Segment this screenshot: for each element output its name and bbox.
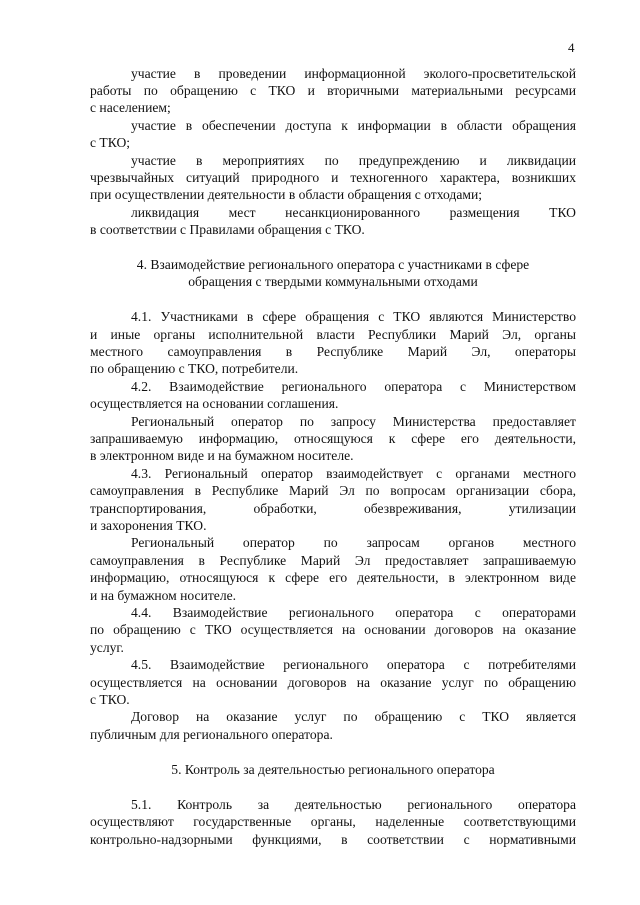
text-line: Региональный оператор по запросам органов местного — [131, 535, 576, 550]
text-line: осуществляется на основании соглашения. — [90, 396, 339, 411]
text-line: с ТКО; — [90, 135, 131, 150]
text-line: при осуществлении деятельности в области обращения с отходами; — [90, 187, 483, 202]
text-line: 4.1. Участниками в сфере обращения с ТКО являются Министерство — [131, 309, 576, 324]
text-line: Договор на оказание услуг по обращению с ТКО является — [131, 709, 576, 724]
text-line: Региональный оператор по запросу Министерства предоставляет — [131, 414, 576, 429]
text-line: работы по обращению с ТКО и вторичными материальными ресурсами — [90, 83, 576, 98]
section-heading: 4. Взаимодействие регионального оператора с участниками в сфере — [136, 257, 530, 272]
text-line: услуг. — [90, 640, 124, 655]
text-line: участие в обеспечении доступа к информации в области обращения — [131, 118, 576, 133]
text-line: участие в мероприятиях по предупреждению и ликвидации — [131, 153, 576, 168]
text-line: 4.2. Взаимодействие регионального оператора с Министерством — [131, 379, 576, 394]
text-line: информацию, относящуюся к сфере его деятельности, в электронном виде — [90, 570, 576, 585]
text-line: с населением; — [90, 100, 171, 115]
text-line: транспортирования, обработки, обезвреживания, утилизации — [90, 501, 576, 516]
text-line: и иные органы исполнительной власти Республики Марий Эл, органы — [90, 327, 576, 342]
text-line: самоуправления в Республике Марий Эл предоставляет запрашиваемую — [90, 553, 576, 568]
text-line: осуществляется на основании договоров на оказание услуг по обращению — [90, 675, 576, 690]
text-line: публичным для регионального оператора. — [90, 727, 333, 742]
text-line: в соответствии с Правилами обращения с ТКО. — [90, 222, 365, 237]
text-line: контрольно-надзорными функциями, в соответствии с нормативными — [90, 832, 576, 847]
text-line: 4.5. Взаимодействие регионального оператора с потребителями — [131, 657, 576, 672]
text-line: и захоронения ТКО. — [90, 518, 207, 533]
text-line: осуществляют государственные органы, наделенные соответствующими — [90, 814, 576, 829]
section-heading: обращения с твердыми коммунальными отходами — [188, 274, 478, 289]
text-line: 5.1. Контроль за деятельностью регионального оператора — [131, 797, 576, 812]
text-line: ликвидация мест несанкционированного размещения ТКО — [131, 205, 576, 220]
text-line: по обращению с ТКО осуществляется на основании договоров на оказание — [90, 622, 576, 637]
text-line: участие в проведении информационной эколого-просветительской — [131, 66, 576, 81]
text-line: самоуправления в Республике Марий Эл по вопросам организации сбора, — [90, 483, 576, 498]
text-line: в электронном виде и на бумажном носителе. — [90, 448, 354, 463]
text-line: по обращению с ТКО, потребители. — [90, 361, 299, 376]
text-line: запрашиваемую информацию, относящуюся к сфере его деятельности, — [90, 431, 576, 446]
section-heading: 5. Контроль за деятельностью регионального оператора — [171, 762, 495, 777]
text-line: 4.3. Региональный оператор взаимодействует с органами местного — [131, 466, 576, 481]
page-number: 4 — [568, 40, 575, 55]
text-line: чрезвычайных ситуаций природного и техногенного характера, возникших — [90, 170, 576, 185]
text-line: 4.4. Взаимодействие регионального оператора с операторами — [131, 605, 576, 620]
text-line: местного самоуправления в Республике Марий Эл, операторы — [90, 344, 576, 359]
text-line: и на бумажном носителе. — [90, 588, 237, 603]
text-line: с ТКО. — [90, 692, 130, 707]
